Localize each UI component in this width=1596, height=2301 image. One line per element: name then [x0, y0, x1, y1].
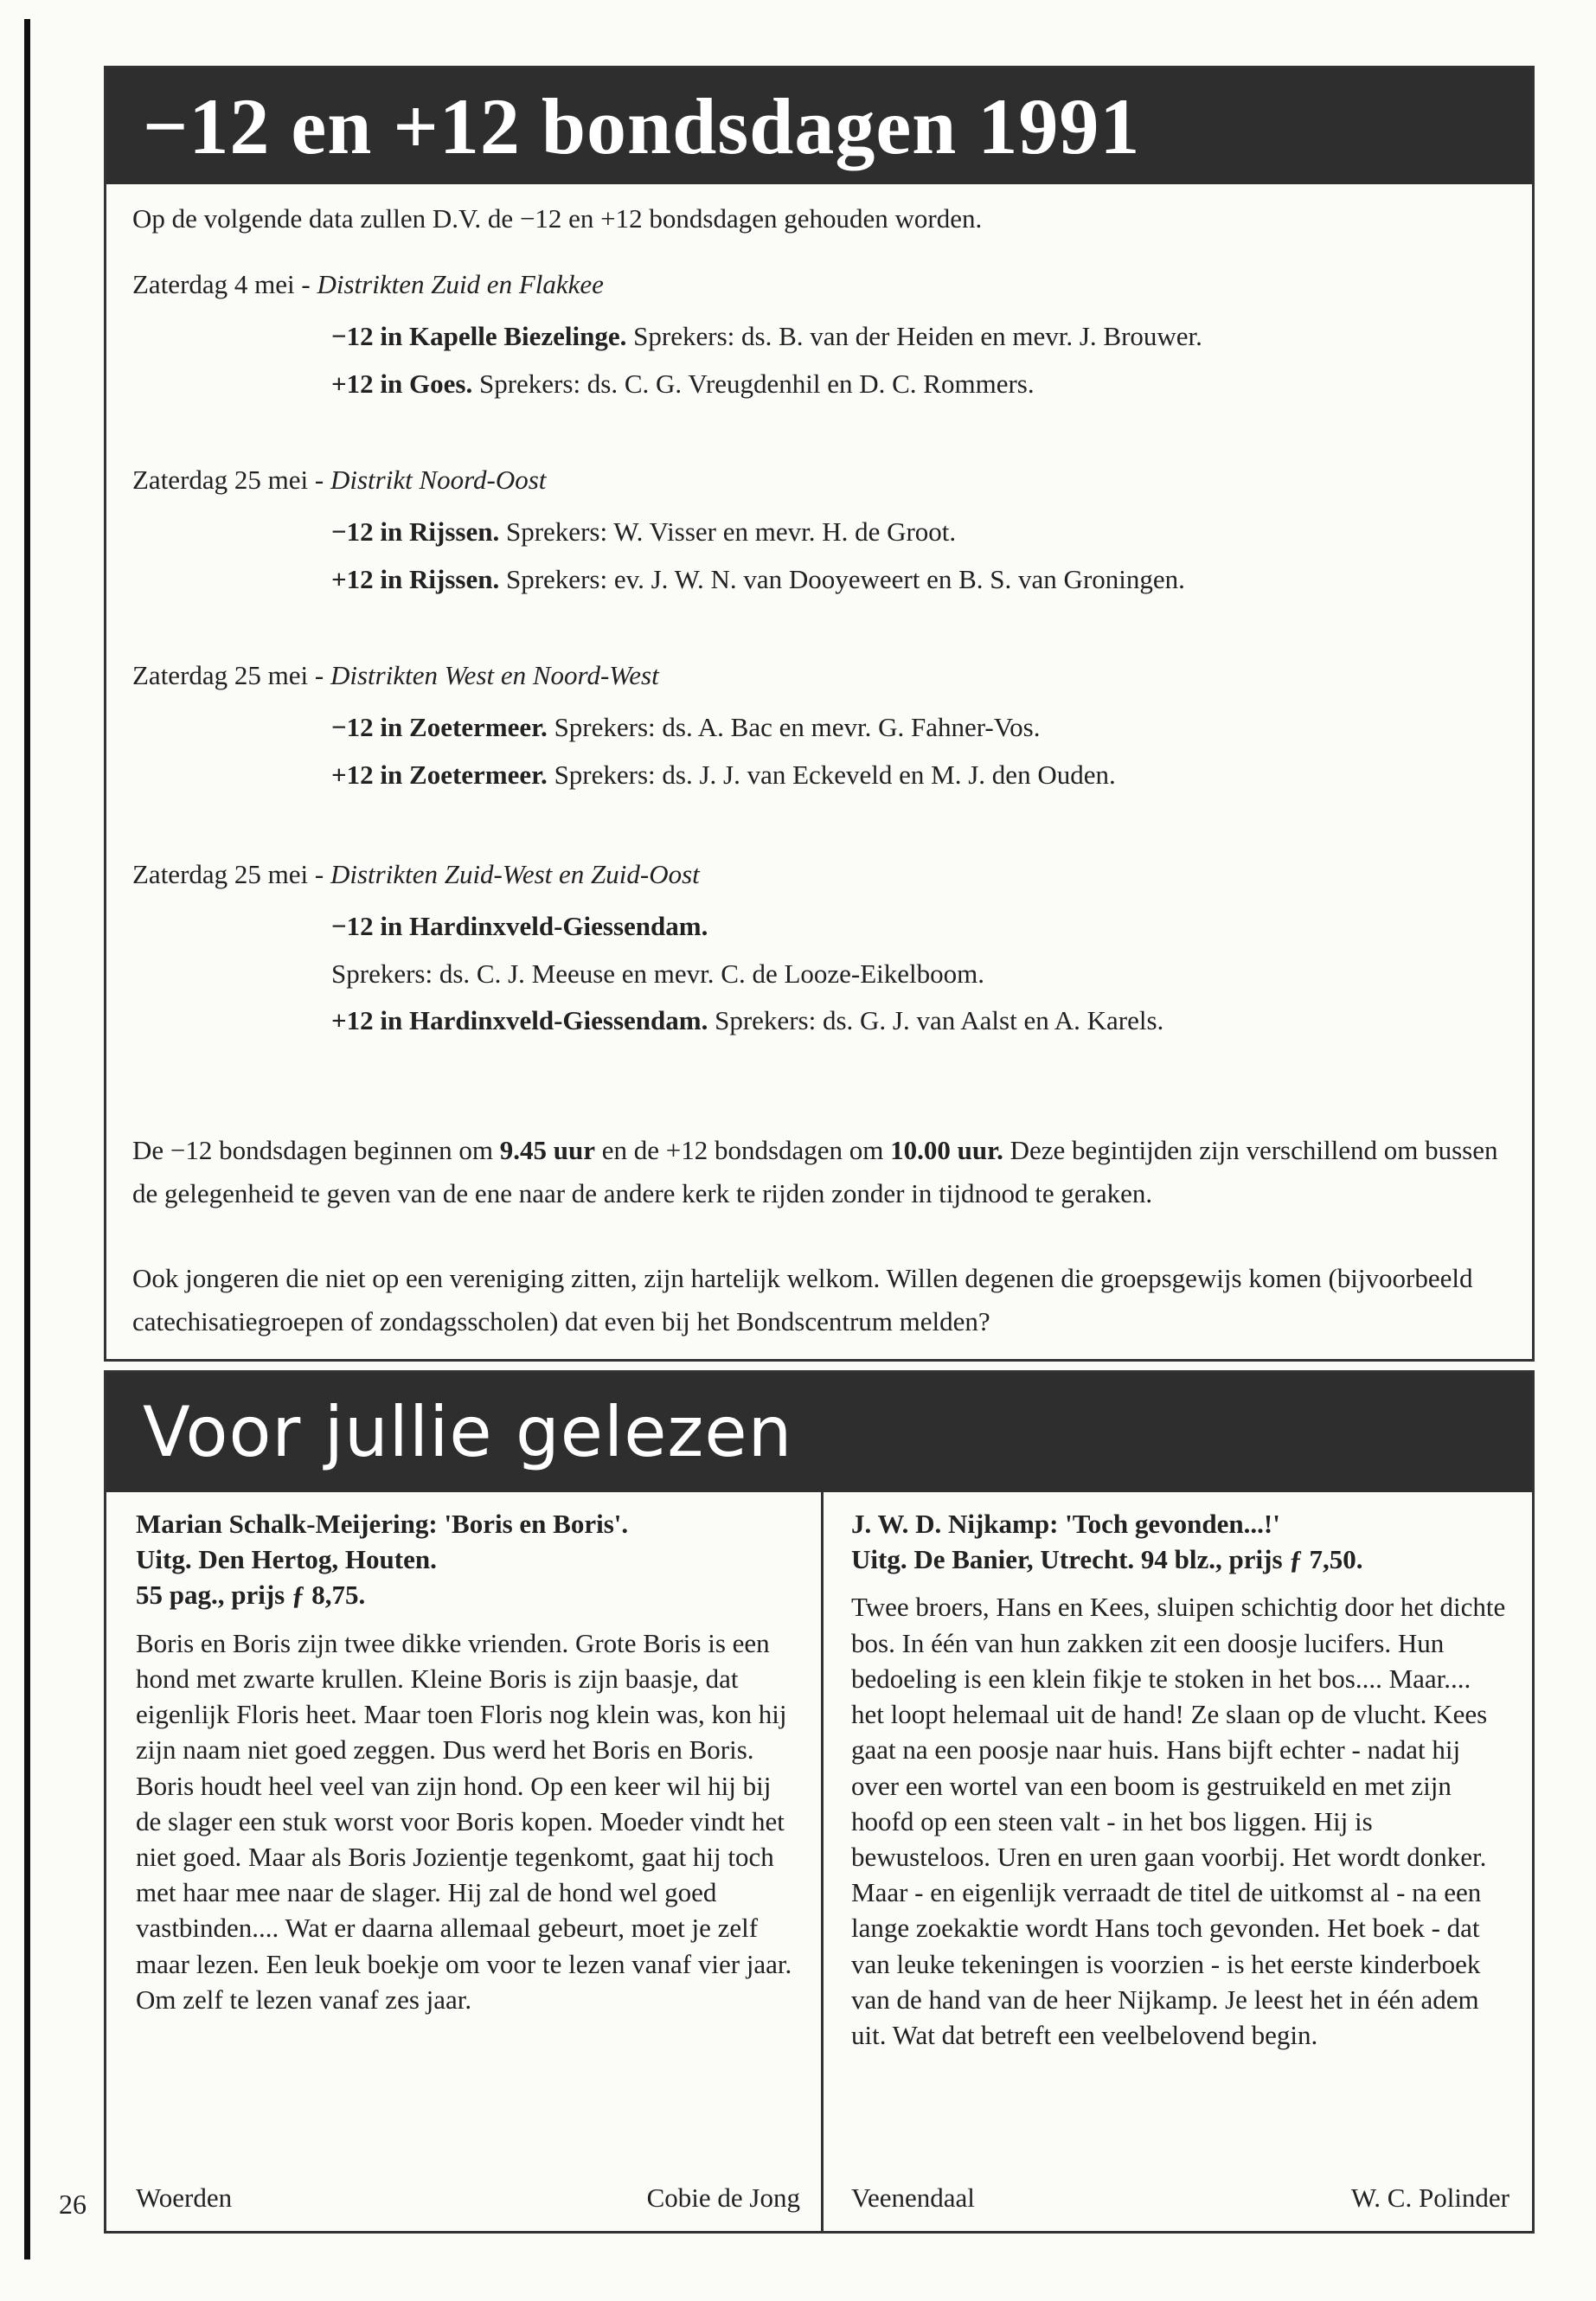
meeting-date: Zaterdag 4 mei - [132, 269, 317, 299]
meeting-location: −12 in Kapelle Biezelinge. [331, 321, 627, 352]
binding-edge [24, 19, 30, 2259]
meeting-district: Distrikt Noord-Oost [330, 465, 547, 495]
review-toch-gevonden [821, 1492, 1532, 2231]
meeting-day-4 [132, 857, 1508, 1038]
meeting-day-3 [132, 658, 1508, 792]
review-book-info [136, 1506, 800, 1613]
times-text: Deze begintijden zijn verschillend om bussen de gelegenheid te geven van de ene naar de andere kerk te rijden zonder in tijdnood te geraken. [132, 1135, 1498, 1209]
meeting-day-2 [132, 463, 1508, 597]
intro-text: Op de volgende data zullen D.V. de −12 en +12 bondsdagen gehouden worden. [132, 203, 983, 234]
meeting-speakers: Sprekers: ev. J. W. N. van Dooyeweert en B. S. van Groningen. [499, 563, 1185, 594]
bondsdagen-title: −12 en +12 bondsdagen 1991 [143, 82, 1141, 170]
meeting-speakers: Sprekers: ds. C. J. Meeuse en mevr. C. de Looze-Eikelboom. [331, 958, 985, 989]
review-text: Boris en Boris zijn twee dikke vrienden. Grote Boris is een hond met zwarte krullen. Kleine Boris is zijn baasje, dat eigenlijk Floris heet. Maar toen Floris nog klein was, kon hij zijn naam niet goed zeggen. Dus werd het Boris en Boris. Boris houdt heel veel van zijn hond. Op een keer wil hij bij de slager een stuk worst voor Boris kopen. Moeder vindt het niet goed. Maar als Boris Jozientje tegenkomt, gaat hij toch met haar mee naar de slager. Hij zal de hond wel goed vastbinden.... Wat er daarna allemaal gebeurt, moet je zelf maar lezen. Een leuk boekje om voor te lezen vanaf vier jaar. Om zelf te lezen vanaf zes jaar. [136, 1627, 792, 2015]
bondsdagen-article [104, 66, 1535, 1362]
meeting-day-heading [132, 658, 1508, 693]
meeting-line [331, 758, 1508, 792]
meeting-line [331, 909, 1508, 944]
meeting-location: +12 in Hardinxveld-Giessendam. [331, 1004, 708, 1035]
meeting-line [331, 367, 1508, 401]
book-reviews-banner [106, 1373, 1532, 1492]
meeting-district: Distrikten Zuid en Flakkee [317, 269, 604, 299]
meeting-line [331, 515, 1508, 549]
meeting-location: +12 in Zoetermeer. [331, 759, 548, 790]
times-text: De −12 bondsdagen beginnen om [132, 1135, 500, 1165]
reviewer-place: Veenendaal [851, 2182, 975, 2213]
meeting-line [331, 319, 1508, 354]
meeting-location: −12 in Zoetermeer. [331, 712, 548, 743]
meeting-day-heading [132, 267, 1508, 302]
welcome-note: Ook jongeren die niet op een vereniging zitten, zijn hartelijk welkom. Willen degenen die groepsgewijs komen (bijvoorbeeld catechisatiegroepen of zondagsscholen) dat even bij het Bondscentrum melden? [132, 1263, 1473, 1337]
meeting-line [331, 562, 1508, 597]
meeting-location: +12 in Rijssen. [331, 563, 500, 594]
book-reviews-title: Voor jullie gelezen [143, 1392, 793, 1472]
meeting-speakers: Sprekers: ds. C. G. Vreugdenhil en D. C. Rommers. [472, 368, 1035, 399]
meeting-speakers: Sprekers: ds. G. J. van Aalst en A. Karels. [708, 1004, 1164, 1035]
meeting-day-1 [132, 267, 1508, 401]
meeting-date: Zaterdag 25 mei - [132, 465, 330, 495]
meeting-location: −12 in Rijssen. [331, 516, 500, 548]
meeting-speakers: Sprekers: ds. A. Bac en mevr. G. Fahner-Vos. [547, 712, 1041, 743]
meeting-district: Distrikten West en Noord-West [330, 660, 659, 690]
book-publisher: Uitg. De Banier, Utrecht. 94 blz., prijs ƒ 7,50. [851, 1544, 1363, 1575]
meeting-district: Distrikten Zuid-West en Zuid-Oost [330, 859, 700, 889]
review-boris-en-boris [106, 1492, 821, 2231]
book-author-title: Marian Schalk-Meijering: 'Boris en Boris'. [136, 1509, 629, 1539]
book-reviews-article [104, 1370, 1535, 2234]
meeting-date: Zaterdag 25 mei - [132, 859, 330, 889]
start-time-plus12: 10.00 uur. [890, 1135, 1003, 1165]
meeting-speakers: Sprekers: ds. B. van der Heiden en mevr. J. Brouwer. [626, 321, 1202, 352]
book-author-title: J. W. D. Nijkamp: 'Toch gevonden...!' [851, 1509, 1280, 1539]
reviewer-name: W. C. Polinder [1350, 2182, 1509, 2213]
review-book-info [851, 1506, 1509, 1577]
book-price: 55 pag., prijs ƒ 8,75. [136, 1580, 366, 1611]
meeting-location: +12 in Goes. [331, 368, 473, 399]
review-text: Twee broers, Hans en Kees, sluipen schichtig door het dichte bos. In één van hun zakken zit een doosje lucifers. Hun bedoeling is een klein fikje te stoken in het bos.... Maar.... het loopt helemaal uit de hand! Ze slaan op de vlucht. Kees gaat na een poosje naar huis. Hans bijft echter - nadat hij over een wortel van een boom is gestruikeld en met zijn hoofd op een steen valt - in het bos liggen. Hij is bewusteloos. Uren en uren gaan voorbij. Het wordt donker. Maar - en eigenlijk verraadt de titel de uitkomst al - na een lange zoekaktie wordt Hans toch gevonden. Het boek - dat van leuke tekeningen is voorzien - is het eerste kinderboek van de hand van de heer Nijkamp. Je leest het in één adem uit. Wat dat betreft een veelbelovend begin. [851, 1592, 1506, 2051]
book-publisher: Uitg. Den Hertog, Houten. [136, 1544, 437, 1575]
start-times-note [132, 1129, 1516, 1215]
meeting-line [331, 1003, 1508, 1038]
meeting-location: −12 in Hardinxveld-Giessendam. [331, 911, 708, 942]
review-signature [851, 2180, 1509, 2215]
reviewer-name: Cobie de Jong [646, 2182, 800, 2213]
meeting-line [331, 957, 1508, 991]
meeting-speakers: Sprekers: ds. J. J. van Eckeveld en M. J. den Ouden. [547, 759, 1116, 790]
meeting-day-heading [132, 857, 1508, 892]
times-text: en de +12 bondsdagen om [594, 1135, 891, 1165]
start-time-minus12: 9.45 uur [499, 1135, 595, 1165]
meeting-line [331, 710, 1508, 745]
page-number: 26 [59, 2189, 87, 2220]
bondsdagen-banner [106, 68, 1532, 184]
meeting-date: Zaterdag 25 mei - [132, 660, 330, 690]
reviewer-place: Woerden [136, 2182, 233, 2213]
review-signature [136, 2180, 800, 2215]
meeting-day-heading [132, 463, 1508, 497]
meeting-speakers: Sprekers: W. Visser en mevr. H. de Groot. [499, 516, 957, 548]
